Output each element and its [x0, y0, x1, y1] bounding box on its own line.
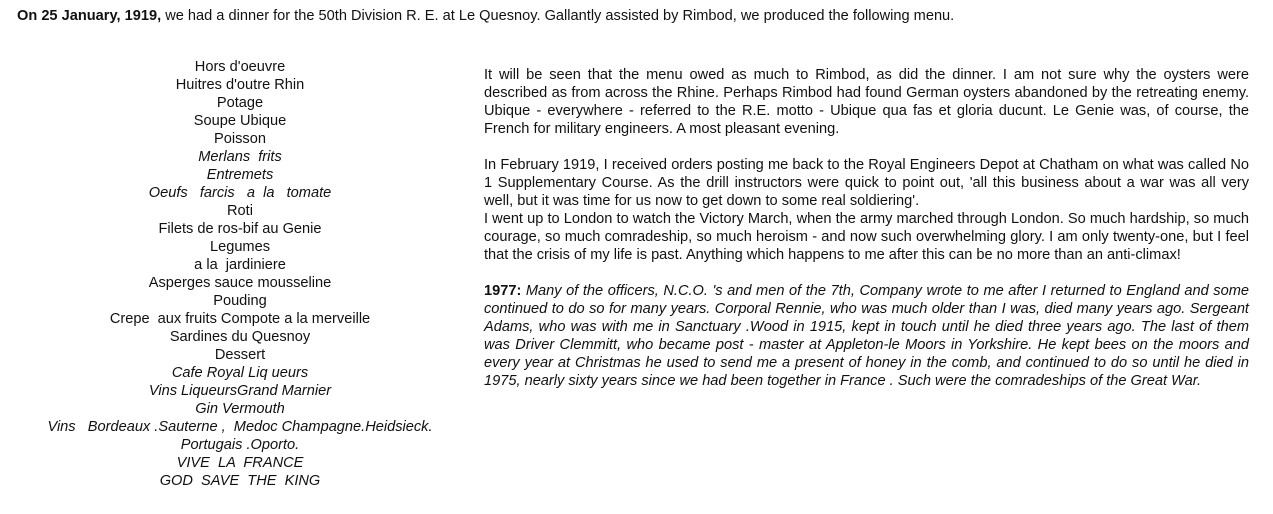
paragraph-1977-body: Many of the officers, N.C.O. 's and men of the 7th, Company wrote to me after I returned to England and some continued to do so for many years. Corporal Rennie, who was much older than I was, died many years ago. Sergeant Adams, who was with me in Sanctuary .Wood in 1915, kept in touch until he died three years ago. The last of them was Driver Clemmitt, who became post - master at Appleton-le Moors in Yorkshire. He kept bees on the moors and every year at Christmas he used to send me a present of honey in the comb, and continued to do so until he died in 1975, nearly sixty years since we had been together in France . Such were the comradeships of the Great War.	[484, 283, 1249, 389]
paragraph-1977-label: 1977:	[484, 283, 522, 299]
menu-line: Huitres d'outre Rhin	[175, 77, 305, 93]
menu-line: Asperges sauce mousseline	[148, 275, 332, 291]
menu-line: a la jardiniere	[194, 257, 286, 273]
menu-line: Potage	[216, 95, 264, 111]
menu-line: Entremets	[206, 167, 274, 183]
menu-line: Legumes	[209, 239, 271, 255]
menu-line: Crepe aux fruits Compote a la merveille	[109, 311, 371, 327]
menu-line: Oeufs farcis a la tomate	[148, 185, 332, 201]
menu-line: Portugais .Oporto.	[180, 437, 300, 453]
narrative-text	[484, 66, 1249, 408]
menu-line: Pouding	[213, 293, 267, 309]
paragraph-chatham-posting: In February 1919, I received orders posting me back to the Royal Engineers Depot at Chatham on what was called No 1 Supplementary Course. As the drill instructors were quick to point out, 'all this business about a war was all very well, but it was time for us now to get down to some real soldiering'.	[484, 157, 1249, 209]
menu-line: Vins LiqueursGrand Marnier	[148, 383, 332, 399]
menu-line: Cafe Royal Liq ueurs	[171, 365, 309, 381]
intro-date: On 25 January, 1919,	[17, 8, 162, 24]
menu-line: Vins Bordeaux .Sauterne , Medoc Champagne.Heidsieck.	[47, 419, 433, 435]
menu-line: Dessert	[214, 347, 266, 363]
intro-text: we had a dinner for the 50th Division R. E. at Le Quesnoy. Gallantly assisted by Rimbod, we produced the following menu.	[161, 8, 955, 24]
paragraph-victory-march: I went up to London to watch the Victory March, when the army marched through London. So much hardship, so much courage, so much comradeship, so much heroism - and now such overwhelming glory. I am only twenty-one, but I feel that the crisis of my life is past. Anything which happens to me after this can be no more than an anti-climax!	[484, 211, 1249, 263]
dinner-menu	[20, 58, 460, 490]
menu-line: VIVE LA FRANCE	[176, 455, 304, 471]
menu-line: GOD SAVE THE KING	[159, 473, 321, 489]
menu-line: Merlans frits	[198, 149, 282, 165]
menu-line: Hors d'oeuvre	[194, 59, 286, 75]
menu-line: Roti	[227, 203, 253, 219]
paragraph-menu-commentary: It will be seen that the menu owed as much to Rimbod, as did the dinner. I am not sure why the oysters were described as from across the Rhine. Perhaps Rimbod had found German oysters abandoned by the retreating enemy. Ubique - everywhere - referred to the R.E. motto - Ubique qua fas et gloria ducunt. Le Genie was, of course, the French for military engineers. A most pleasant evening.	[484, 67, 1249, 137]
menu-line: Poisson	[214, 131, 266, 147]
menu-line: Gin Vermouth	[195, 401, 285, 417]
menu-line: Sardines du Quesnoy	[169, 329, 311, 345]
menu-line: Filets de ros-bif au Genie	[158, 221, 322, 237]
menu-line: Soupe Ubique	[193, 113, 287, 129]
intro-paragraph	[17, 6, 1257, 26]
paragraph-1977-reflection	[484, 282, 1249, 390]
